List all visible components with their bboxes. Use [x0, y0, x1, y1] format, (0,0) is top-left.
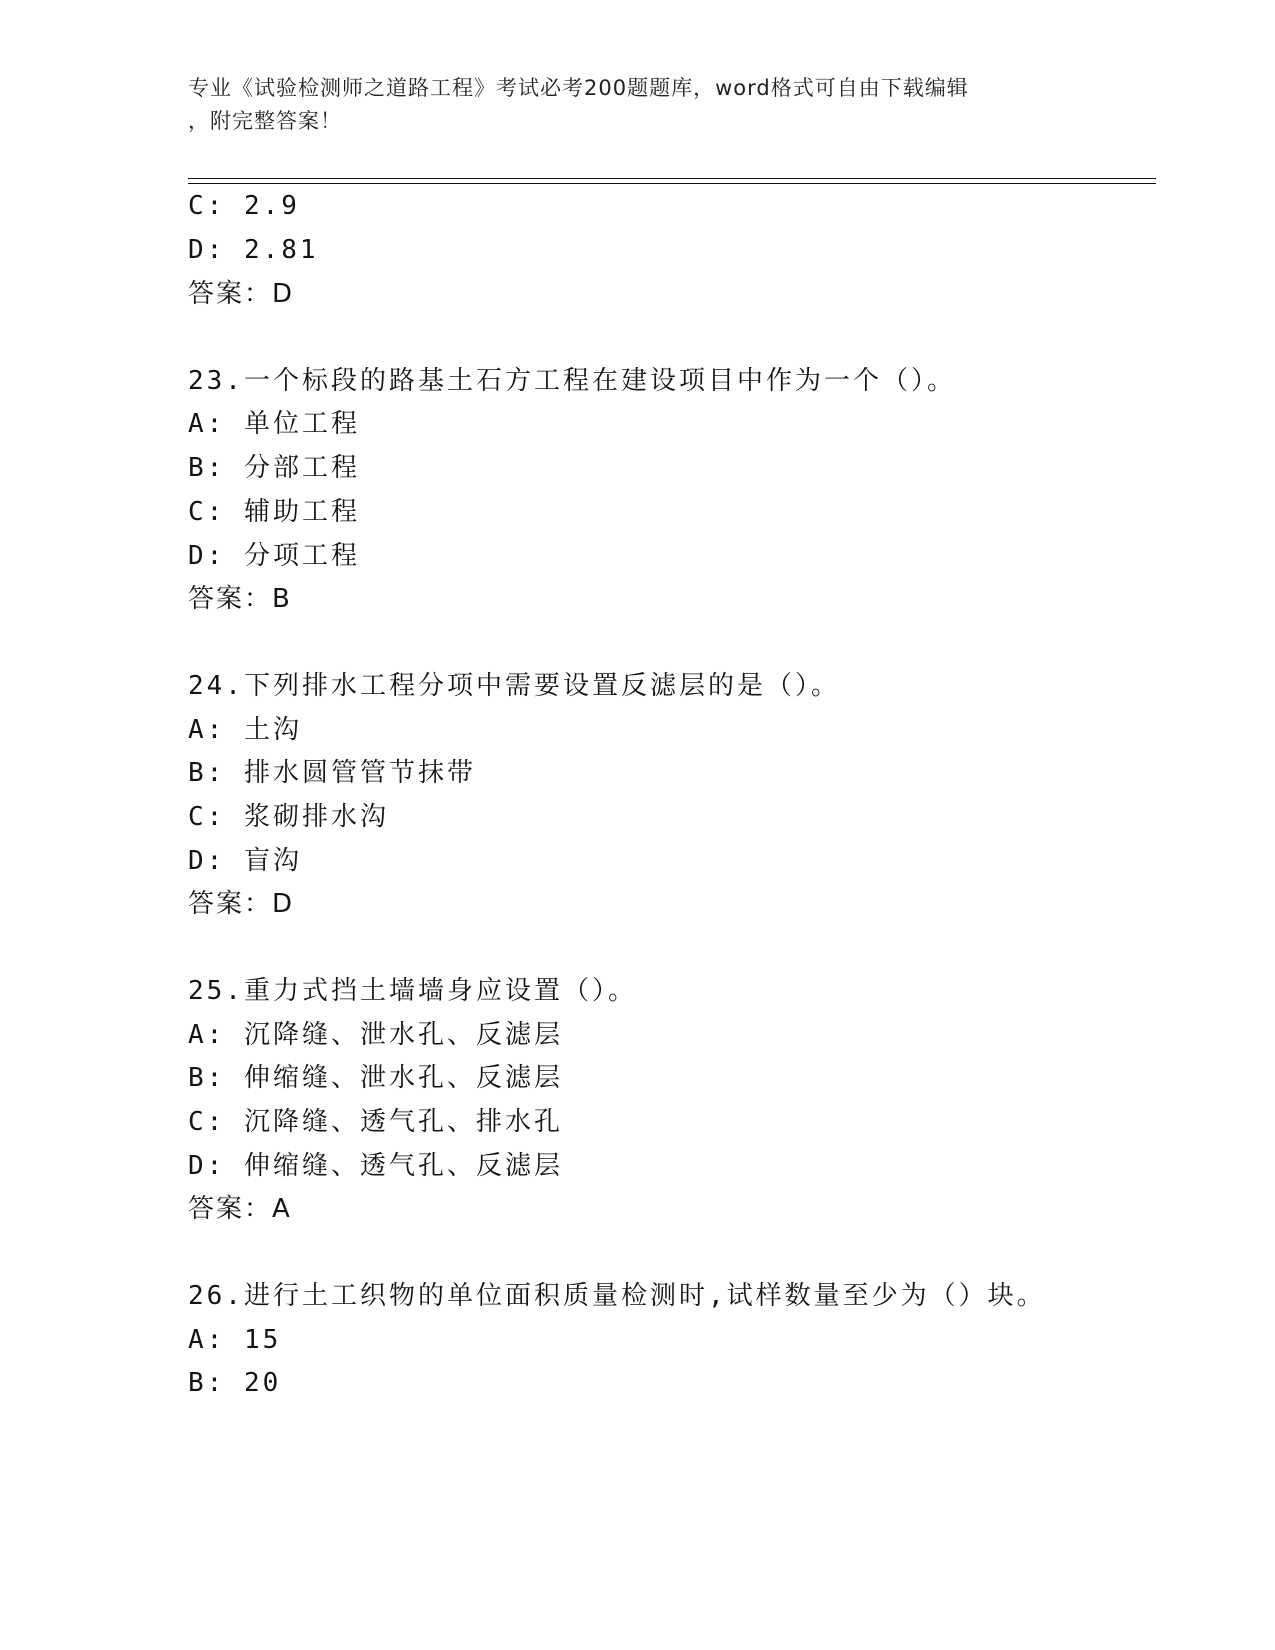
q25-option-c: C: 沉降缝、透气孔、排水孔	[188, 1107, 563, 1137]
header-title-line1: 专业《试验检测师之道路工程》考试必考200题题库，word格式可自由下载编辑	[188, 76, 969, 100]
q24-question: 24.下列排水工程分项中需要设置反滤层的是（）。	[188, 671, 840, 701]
q24-option-a: A: 土沟	[188, 715, 302, 745]
q25-option-a: A: 沉降缝、泄水孔、反滤层	[188, 1020, 563, 1050]
q23-option-d: D: 分项工程	[188, 541, 360, 571]
q25-option-b: B: 伸缩缝、泄水孔、反滤层	[188, 1063, 563, 1093]
q23-option-a: A: 单位工程	[188, 409, 360, 439]
q26-option-b: B: 20	[188, 1368, 282, 1398]
q25-question: 25.重力式挡土墙墙身应设置（）。	[188, 976, 637, 1006]
q23-option-b: B: 分部工程	[188, 453, 360, 483]
header-rule-top	[188, 178, 1156, 179]
q24-option-d: D: 盲沟	[188, 846, 302, 876]
document-header	[188, 72, 1088, 138]
q22-option-d: D: 2.81	[188, 235, 319, 265]
q23-option-c: C: 辅助工程	[188, 497, 360, 527]
q25-answer: 答案：A	[188, 1194, 292, 1224]
q26-option-a: A: 15	[188, 1325, 282, 1355]
q24-option-b: B: 排水圆管管节抹带	[188, 758, 476, 788]
q24-option-c: C: 浆砌排水沟	[188, 802, 389, 832]
q22-answer: 答案：D	[188, 279, 295, 309]
header-rule-bottom	[188, 183, 1156, 184]
q25-option-d: D: 伸缩缝、透气孔、反滤层	[188, 1151, 563, 1181]
q22-option-c: C: 2.9	[188, 191, 300, 221]
q23-answer: 答案：B	[188, 584, 292, 614]
q26-question: 26.进行土工织物的单位面积质量检测时,试样数量至少为（）块。	[188, 1281, 1046, 1311]
q23-question: 23.一个标段的路基土石方工程在建设项目中作为一个（）。	[188, 366, 956, 396]
q24-answer: 答案：D	[188, 889, 295, 919]
header-title-line2: ，附完整答案！	[188, 109, 342, 133]
